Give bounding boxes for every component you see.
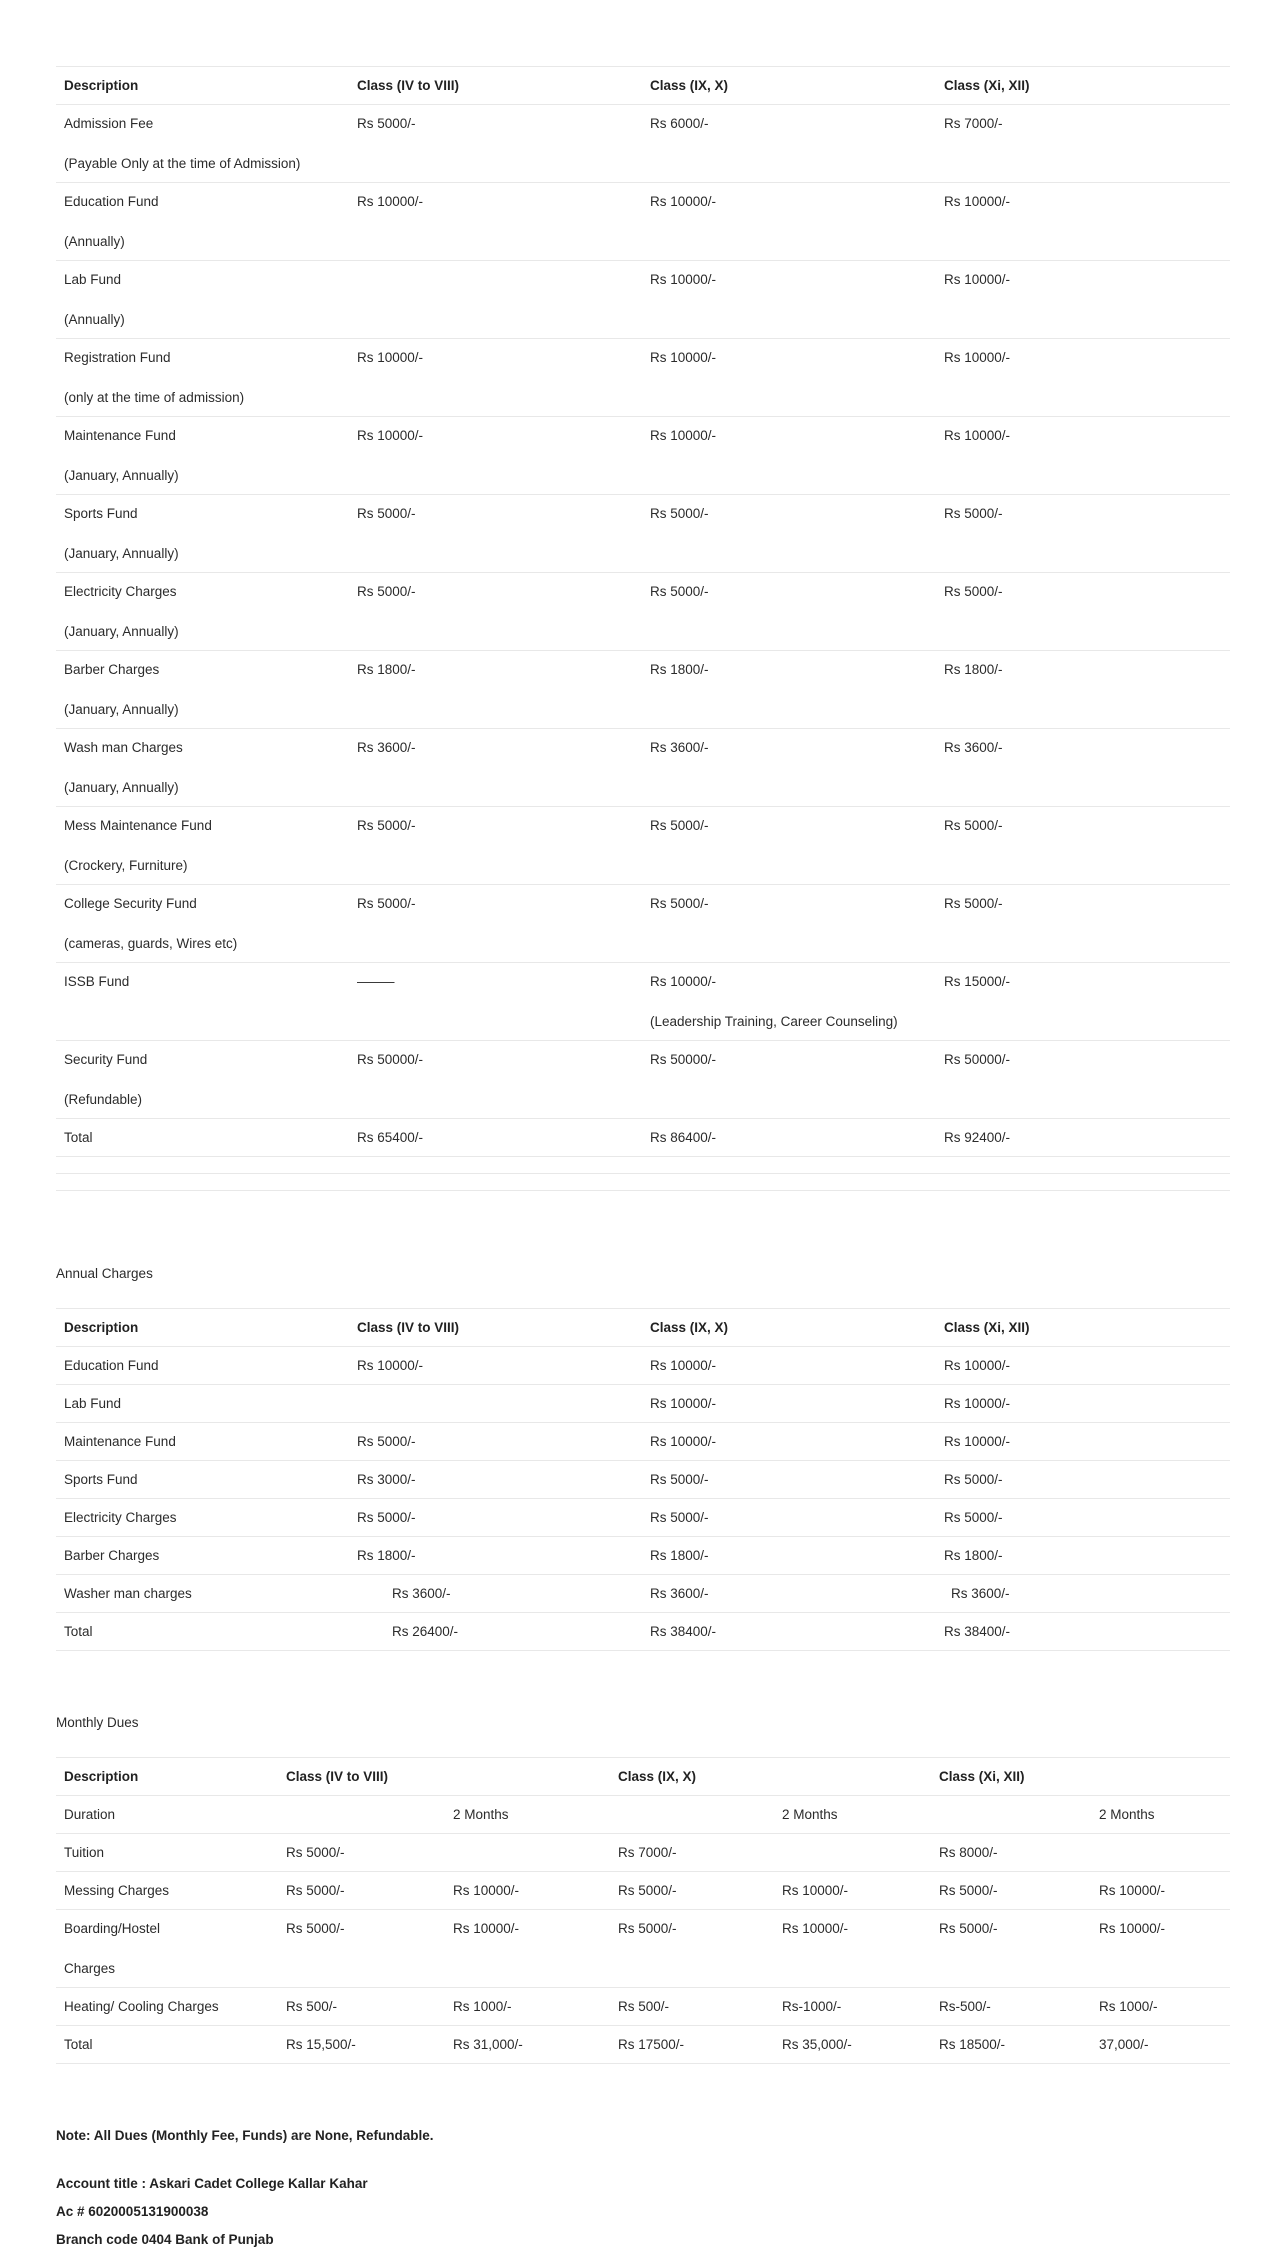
- fee-row-class-xi-xii-note: [944, 457, 1222, 494]
- fee-row-description-value: ISSB Fund: [64, 974, 130, 989]
- annual-cell-desc: Maintenance Fund: [64, 1434, 176, 1449]
- annual-cell-c2: Rs 5000/-: [650, 1510, 709, 1525]
- fee-total-c3: Rs 92400/-: [944, 1130, 1011, 1145]
- fee-row-class-ix-x: [642, 573, 936, 651]
- fee-total-label: Total: [64, 1130, 93, 1145]
- annual-cell-desc: Barber Charges: [64, 1548, 160, 1563]
- fee-row-description-value: Maintenance Fund: [64, 428, 176, 443]
- fee-row-class-xi-xii-note: [944, 847, 1222, 884]
- fee-row-class-ix-x: [642, 183, 936, 261]
- annual-cell-c3: Rs 5000/-: [944, 1472, 1003, 1487]
- monthly-cell-value: Rs 10000/-: [1099, 1921, 1166, 1936]
- fee-row-description-value: Education Fund: [64, 194, 159, 209]
- fee-row-class-iv-viii-note: [357, 223, 634, 260]
- fee-row-class-xi-xii: [936, 339, 1230, 417]
- monthly-cell-value: Rs 10000/-: [782, 1921, 849, 1936]
- fee-row-class-xi-xii-value: Rs 1800/-: [944, 662, 1003, 677]
- fee-row-class-xi-xii-note: [944, 1081, 1222, 1118]
- annual-cell-c1: Rs 1800/-: [357, 1548, 416, 1563]
- fee-row: [56, 651, 1230, 729]
- monthly-row: [56, 1796, 1230, 1834]
- monthly-cell-value: Rs 5000/-: [939, 1921, 998, 1936]
- fee-row-class-iv-viii-note: [357, 847, 634, 884]
- fee-row-class-xi-xii-note: [944, 1003, 1222, 1040]
- fee-row-class-xi-xii-value: Rs 5000/-: [944, 584, 1003, 599]
- fee-row-class-ix-x-note: [650, 457, 928, 494]
- annual-cell-c2: Rs 3600/-: [650, 1586, 709, 1601]
- fee-row-class-iv-viii: [349, 339, 642, 417]
- monthly-cell-value: Rs 18500/-: [939, 2037, 1006, 2052]
- fee-row-description-note: [64, 1003, 341, 1040]
- fee-row-class-ix-x: [642, 729, 936, 807]
- monthly-cell-value: [445, 1834, 610, 1872]
- fee-row-description-note: (January, Annually): [64, 468, 179, 483]
- monthly-cell-value: 2 Months: [453, 1807, 509, 1822]
- monthly-cell-value: Rs 5000/-: [286, 1921, 345, 1936]
- monthly-cell-value: Rs 5000/-: [286, 1845, 345, 1860]
- fee-row-class-iv-viii-note: [357, 769, 634, 806]
- annual-cell-c2: Rs 10000/-: [650, 1358, 717, 1373]
- fee-table-header-row: [56, 67, 1230, 105]
- fee-row-class-iv-viii: [349, 105, 642, 183]
- fee-row-class-xi-xii: [936, 105, 1230, 183]
- fee-row-class-iv-viii: [349, 963, 642, 1041]
- monthly-row: [56, 1872, 1230, 1910]
- annual-cell-c1: Rs 3000/-: [357, 1472, 416, 1487]
- fee-row-class-iv-viii: [349, 495, 642, 573]
- fee-row-class-iv-viii: [349, 1041, 642, 1119]
- monthly-cell-desc: Messing Charges: [64, 1883, 170, 1898]
- fee-row-description: [56, 885, 349, 963]
- account-number: Ac # 6020005131900038: [56, 2204, 209, 2219]
- fee-row-description-note: (cameras, guards, Wires etc): [64, 936, 238, 951]
- monthly-cell-value: [931, 1796, 1091, 1834]
- fee-row-class-iv-viii: [349, 183, 642, 261]
- fee-row: [56, 417, 1230, 495]
- monthly-cell-value: Rs 35,000/-: [782, 2037, 852, 2052]
- fee-row: [56, 183, 1230, 261]
- fee-row-class-xi-xii-value: Rs 10000/-: [944, 350, 1011, 365]
- annual-row: [56, 1613, 1230, 1651]
- monthly-dues-label: Monthly Dues: [56, 1715, 139, 1730]
- fee-row-class-ix-x-note: [650, 1081, 928, 1118]
- annual-cell-c2: Rs 38400/-: [650, 1624, 717, 1639]
- monthly-cell-value: Rs 10000/-: [453, 1883, 520, 1898]
- fee-row-description: [56, 339, 349, 417]
- header-class-iv-viii: Class (IV to VIII): [357, 78, 460, 93]
- fee-row-class-ix-x-note: [650, 613, 928, 650]
- fee-row: [56, 573, 1230, 651]
- fee-row-description-note: (Payable Only at the time of Admission): [64, 156, 301, 171]
- fee-row-class-xi-xii: [936, 963, 1230, 1041]
- fee-row-class-iv-viii-note: [357, 457, 634, 494]
- fee-row-class-iv-viii-note: [357, 691, 634, 728]
- annual-cell-c3: Rs 10000/-: [944, 1358, 1011, 1373]
- fee-row-class-xi-xii-value: Rs 3600/-: [944, 740, 1003, 755]
- fee-row-class-xi-xii-value: Rs 10000/-: [944, 194, 1011, 209]
- header-class-xi-xii: Class (Xi, XII): [939, 1769, 1025, 1784]
- fee-row-class-iv-viii-value: Rs 5000/-: [357, 818, 416, 833]
- monthly-cell-value: [610, 1796, 774, 1834]
- fee-row-description: [56, 573, 349, 651]
- fee-row-description: [56, 807, 349, 885]
- monthly-cell-value: Rs 500/-: [618, 1999, 670, 2014]
- fee-row: [56, 339, 1230, 417]
- monthly-cell-value: Rs 15,500/-: [286, 2037, 356, 2052]
- fee-row-class-ix-x: [642, 339, 936, 417]
- fee-total-c2: Rs 86400/-: [650, 1130, 717, 1145]
- fee-row-description: [56, 261, 349, 339]
- fee-row-class-iv-viii-value: [357, 261, 634, 301]
- refund-note: Note: All Dues (Monthly Fee, Funds) are None, Refundable.: [56, 2128, 434, 2143]
- annual-cell-c3: Rs 10000/-: [944, 1434, 1011, 1449]
- fee-row-description-note: (Refundable): [64, 1092, 143, 1107]
- annual-cell-c2: Rs 1800/-: [650, 1548, 709, 1563]
- monthly-row: [56, 1834, 1230, 1872]
- fee-row-class-iv-viii-value: Rs 5000/-: [357, 896, 416, 911]
- annual-cell-desc: Total: [64, 1624, 93, 1639]
- annual-cell-c3: Rs 5000/-: [944, 1510, 1003, 1525]
- fee-row-class-ix-x-note: [650, 301, 928, 338]
- fee-row-description-value: Sports Fund: [64, 506, 138, 521]
- fee-total-row: [56, 1119, 1230, 1157]
- fee-row-class-iv-viii-note: [357, 379, 634, 416]
- branch-code: Branch code 0404 Bank of Punjab: [56, 2232, 274, 2247]
- monthly-cell-value: [278, 1796, 445, 1834]
- fee-row-class-ix-x: [642, 261, 936, 339]
- annual-cell-c2: Rs 5000/-: [650, 1472, 709, 1487]
- fee-row-class-iv-viii-note: [357, 1081, 634, 1118]
- fee-row-description: [56, 1041, 349, 1119]
- fee-row: [56, 495, 1230, 573]
- fee-row-class-iv-viii: [349, 261, 642, 339]
- monthly-cell-desc: Total: [64, 2037, 93, 2052]
- fee-row-class-ix-x-note: [650, 847, 928, 884]
- fee-row-class-ix-x-note: [650, 535, 928, 572]
- fee-row-description: [56, 963, 349, 1041]
- fee-row-class-xi-xii: [936, 495, 1230, 573]
- fee-row-class-iv-viii: [349, 573, 642, 651]
- annual-cell-desc: Washer man charges: [64, 1586, 192, 1601]
- header-description: Description: [64, 1320, 139, 1335]
- annual-row: [56, 1385, 1230, 1423]
- annual-cell-c2: Rs 10000/-: [650, 1434, 717, 1449]
- monthly-cell-desc: [56, 1910, 278, 1988]
- fee-row-class-xi-xii-value: Rs 10000/-: [944, 272, 1011, 287]
- fee-row-class-iv-viii-note: [357, 925, 634, 962]
- fee-row-class-xi-xii-value: Rs 5000/-: [944, 506, 1003, 521]
- fee-row-class-ix-x-value: Rs 10000/-: [650, 272, 717, 287]
- fee-row-description: [56, 651, 349, 729]
- fee-row-class-xi-xii-note: [944, 769, 1222, 806]
- annual-cell-c3: Rs 38400/-: [944, 1624, 1011, 1639]
- monthly-cell-value: Rs 7000/-: [618, 1845, 677, 1860]
- fee-row-class-iv-viii-value: –––––: [357, 974, 395, 989]
- annual-cell-c1: Rs 10000/-: [357, 1358, 424, 1373]
- monthly-cell-value: Rs-1000/-: [782, 1999, 842, 2014]
- fee-row-description-value: Admission Fee: [64, 116, 154, 131]
- fee-row-class-ix-x-note: [650, 379, 928, 416]
- fee-row-class-ix-x: [642, 963, 936, 1041]
- fee-row-class-ix-x-value: Rs 50000/-: [650, 1052, 717, 1067]
- annual-row: [56, 1423, 1230, 1461]
- monthly-cell-value: Rs 5000/-: [618, 1921, 677, 1936]
- fee-row-description-value: Lab Fund: [64, 272, 122, 287]
- monthly-cell-value: Rs 17500/-: [618, 2037, 685, 2052]
- annual-row: [56, 1537, 1230, 1575]
- fee-row-class-iv-viii: [349, 807, 642, 885]
- header-description: Description: [64, 1769, 139, 1784]
- fee-row-class-iv-viii-value: Rs 5000/-: [357, 584, 416, 599]
- monthly-cell-value: Rs 5000/-: [618, 1883, 677, 1898]
- fee-row-class-ix-x-value: Rs 5000/-: [650, 896, 709, 911]
- fee-row-class-iv-viii-value: Rs 10000/-: [357, 428, 424, 443]
- monthly-cell-value: 2 Months: [1099, 1807, 1155, 1822]
- annual-cell-c2: Rs 10000/-: [650, 1396, 717, 1411]
- monthly-cell-desc: Heating/ Cooling Charges: [64, 1999, 219, 2014]
- monthly-row: [56, 2026, 1230, 2064]
- fee-row-class-xi-xii: [936, 651, 1230, 729]
- fee-row-class-ix-x: [642, 807, 936, 885]
- fee-row-class-ix-x-value: Rs 5000/-: [650, 584, 709, 599]
- header-class-ix-x: Class (IX, X): [618, 1769, 697, 1784]
- annual-cell-c3: Rs 3600/-: [951, 1586, 1010, 1601]
- fee-row-class-xi-xii: [936, 417, 1230, 495]
- fee-row-class-xi-xii-note: [944, 535, 1222, 572]
- fee-row-description-value: Wash man Charges: [64, 740, 183, 755]
- fee-row: [56, 807, 1230, 885]
- fee-row: [56, 729, 1230, 807]
- fee-row-class-iv-viii-value: Rs 10000/-: [357, 194, 424, 209]
- monthly-cell-value: Rs 10000/-: [453, 1921, 520, 1936]
- header-empty: [445, 1758, 610, 1796]
- monthly-dues-table: [56, 1757, 1230, 2064]
- header-description: Description: [64, 78, 139, 93]
- fee-row-class-ix-x-value: Rs 6000/-: [650, 116, 709, 131]
- fee-row-class-xi-xii-note: [944, 301, 1222, 338]
- monthly-cell-value: 2 Months: [782, 1807, 838, 1822]
- fee-total-c1: Rs 65400/-: [357, 1130, 424, 1145]
- fee-row-class-ix-x-value: Rs 10000/-: [650, 428, 717, 443]
- annual-cell-desc: Education Fund: [64, 1358, 159, 1373]
- fee-row-class-iv-viii: [349, 651, 642, 729]
- fee-row-class-xi-xii-note: [944, 223, 1222, 260]
- fee-row-class-iv-viii-value: Rs 5000/-: [357, 506, 416, 521]
- fee-row-description-note: (Annually): [64, 234, 125, 249]
- fee-row-class-xi-xii-note: [944, 379, 1222, 416]
- monthly-desc-line2: Charges: [64, 1961, 116, 1976]
- fee-row-description-value: Security Fund: [64, 1052, 148, 1067]
- account-title: Account title : Askari Cadet College Kallar Kahar: [56, 2176, 368, 2191]
- fee-row-class-ix-x-value: Rs 5000/-: [650, 818, 709, 833]
- fee-row-class-iv-viii: [349, 417, 642, 495]
- monthly-row: [56, 1910, 1230, 1988]
- fee-row-class-iv-viii-note: [357, 145, 634, 182]
- annual-row: [56, 1499, 1230, 1537]
- fee-row-description: [56, 417, 349, 495]
- fee-row-description-value: Mess Maintenance Fund: [64, 818, 212, 833]
- empty-row: [56, 1174, 1230, 1191]
- fee-row-description-note: (January, Annually): [64, 546, 179, 561]
- annual-cell-desc: Lab Fund: [64, 1396, 122, 1411]
- fee-row-class-iv-viii-value: Rs 3600/-: [357, 740, 416, 755]
- monthly-cell-desc: Tuition: [64, 1845, 105, 1860]
- fee-row-class-xi-xii: [936, 573, 1230, 651]
- annual-cell-c1: Rs 26400/-: [392, 1624, 459, 1639]
- fee-row-description-note: (January, Annually): [64, 624, 179, 639]
- fee-row-description-value: Registration Fund: [64, 350, 171, 365]
- fee-row: [56, 1041, 1230, 1119]
- header-class-iv-viii: Class (IV to VIII): [357, 1320, 460, 1335]
- fee-row: [56, 261, 1230, 339]
- fee-row-class-ix-x-note: [650, 691, 928, 728]
- monthly-cell-value: Rs 10000/-: [782, 1883, 849, 1898]
- fee-row-class-ix-x: [642, 1041, 936, 1119]
- annual-cell-c1: Rs 5000/-: [357, 1510, 416, 1525]
- monthly-cell-value: Rs 1000/-: [1099, 1999, 1158, 2014]
- monthly-cell-desc: Duration: [64, 1807, 116, 1822]
- fee-table-body: [56, 105, 1230, 1119]
- annual-cell-c1: [349, 1385, 642, 1423]
- fee-row-description: [56, 105, 349, 183]
- monthly-cell-value: [774, 1834, 931, 1872]
- fee-row-class-xi-xii-value: Rs 10000/-: [944, 428, 1011, 443]
- annual-row: [56, 1575, 1230, 1613]
- monthly-cell-value: [1091, 1834, 1230, 1872]
- header-empty: [1091, 1758, 1230, 1796]
- fee-row-description: [56, 495, 349, 573]
- annual-charges-label: Annual Charges: [56, 1266, 153, 1281]
- fee-row-class-ix-x-value: Rs 3600/-: [650, 740, 709, 755]
- fee-row: [56, 963, 1230, 1041]
- fee-row-class-ix-x: [642, 651, 936, 729]
- fee-row-class-iv-viii-note: [357, 1003, 634, 1040]
- fee-row-class-iv-viii-value: Rs 50000/-: [357, 1052, 424, 1067]
- fee-row-class-xi-xii-value: Rs 15000/-: [944, 974, 1011, 989]
- fee-table: [56, 66, 1230, 1191]
- annual-cell-desc: Electricity Charges: [64, 1510, 177, 1525]
- fee-row-class-xi-xii-note: [944, 925, 1222, 962]
- monthly-cell-value: Rs-500/-: [939, 1999, 991, 2014]
- fee-row-class-ix-x-note: [650, 925, 928, 962]
- fee-row-description-note: (Annually): [64, 312, 125, 327]
- fee-row-description-value: Electricity Charges: [64, 584, 177, 599]
- fee-row-class-xi-xii-value: Rs 5000/-: [944, 896, 1003, 911]
- fee-row-class-iv-viii-note: [357, 613, 634, 650]
- fee-row-class-xi-xii-note: [944, 691, 1222, 728]
- fee-row-class-ix-x-value: Rs 10000/-: [650, 350, 717, 365]
- monthly-cell-value: Rs 8000/-: [939, 1845, 998, 1860]
- annual-charges-table: [56, 1308, 1230, 1651]
- monthly-cell-value: Rs 5000/-: [939, 1883, 998, 1898]
- fee-row-class-xi-xii-value: Rs 50000/-: [944, 1052, 1011, 1067]
- fee-row-class-ix-x-value: Rs 10000/-: [650, 974, 717, 989]
- empty-row: [56, 1157, 1230, 1174]
- fee-row-class-iv-viii: [349, 729, 642, 807]
- fee-row-class-iv-viii-note: [357, 301, 634, 338]
- fee-row-class-iv-viii: [349, 885, 642, 963]
- fee-row-class-xi-xii: [936, 807, 1230, 885]
- monthly-table-body: [56, 1796, 1230, 2064]
- fee-row-description: [56, 183, 349, 261]
- fee-row-class-ix-x: [642, 105, 936, 183]
- fee-row-class-iv-viii-value: Rs 1800/-: [357, 662, 416, 677]
- annual-cell-desc: Sports Fund: [64, 1472, 138, 1487]
- monthly-cell-value: Rs 31,000/-: [453, 2037, 523, 2052]
- monthly-cell-value: Rs 500/-: [286, 1999, 338, 2014]
- fee-row-description-note: (January, Annually): [64, 780, 179, 795]
- header-class-xi-xii: Class (Xi, XII): [944, 1320, 1030, 1335]
- fee-row-class-ix-x-value: Rs 1800/-: [650, 662, 709, 677]
- fee-row-description-note: (only at the time of admission): [64, 390, 245, 405]
- monthly-cell-value: Rs 10000/-: [1099, 1883, 1166, 1898]
- fee-row-description: [56, 729, 349, 807]
- annual-table-body: [56, 1347, 1230, 1651]
- annual-header-row: [56, 1309, 1230, 1347]
- header-class-ix-x: Class (IX, X): [650, 1320, 729, 1335]
- fee-row: [56, 885, 1230, 963]
- monthly-row: [56, 1988, 1230, 2026]
- fee-row-description-value: Barber Charges: [64, 662, 160, 677]
- fee-row-class-iv-viii-value: Rs 5000/-: [357, 116, 416, 131]
- fee-row-class-xi-xii: [936, 885, 1230, 963]
- fee-row-class-ix-x-value: Rs 10000/-: [650, 194, 717, 209]
- fee-row-class-xi-xii-note: [944, 613, 1222, 650]
- fee-row-class-iv-viii-value: Rs 10000/-: [357, 350, 424, 365]
- annual-row: [56, 1461, 1230, 1499]
- annual-cell-c1: Rs 3600/-: [392, 1586, 451, 1601]
- fee-row-class-xi-xii: [936, 729, 1230, 807]
- header-empty: [774, 1758, 931, 1796]
- fee-row-class-xi-xii-value: Rs 7000/-: [944, 116, 1003, 131]
- monthly-header-row: [56, 1758, 1230, 1796]
- fee-row-class-ix-x-note: (Leadership Training, Career Counseling): [650, 1014, 898, 1029]
- fee-row-class-ix-x: [642, 417, 936, 495]
- fee-row-class-ix-x-note: [650, 145, 928, 182]
- fee-row-class-xi-xii-value: Rs 5000/-: [944, 818, 1003, 833]
- monthly-cell-value: Rs 5000/-: [286, 1883, 345, 1898]
- annual-cell-c1: Rs 5000/-: [357, 1434, 416, 1449]
- fee-row: [56, 105, 1230, 183]
- fee-row-description-note: (Crockery, Furniture): [64, 858, 188, 873]
- monthly-cell-value: 37,000/-: [1099, 2037, 1149, 2052]
- fee-row-class-xi-xii: [936, 261, 1230, 339]
- monthly-cell-value: Rs 1000/-: [453, 1999, 512, 2014]
- fee-row-class-xi-xii: [936, 183, 1230, 261]
- fee-row-class-ix-x-note: [650, 223, 928, 260]
- fee-row-class-ix-x-value: Rs 5000/-: [650, 506, 709, 521]
- fee-row-class-xi-xii-note: [944, 145, 1222, 182]
- fee-row-class-ix-x-note: [650, 769, 928, 806]
- header-class-xi-xii: Class (Xi, XII): [944, 78, 1030, 93]
- monthly-desc-line1: Boarding/Hostel: [64, 1921, 161, 1936]
- fee-row-description-value: College Security Fund: [64, 896, 197, 911]
- annual-cell-c3: Rs 1800/-: [944, 1548, 1003, 1563]
- fee-row-class-iv-viii-note: [357, 535, 634, 572]
- annual-row: [56, 1347, 1230, 1385]
- header-class-ix-x: Class (IX, X): [650, 78, 729, 93]
- header-class-iv-viii: Class (IV to VIII): [286, 1769, 389, 1784]
- fee-row-class-xi-xii: [936, 1041, 1230, 1119]
- fee-row-class-ix-x: [642, 495, 936, 573]
- annual-cell-c3: Rs 10000/-: [944, 1396, 1011, 1411]
- fee-row-description-note: (January, Annually): [64, 702, 179, 717]
- fee-row-class-ix-x: [642, 885, 936, 963]
